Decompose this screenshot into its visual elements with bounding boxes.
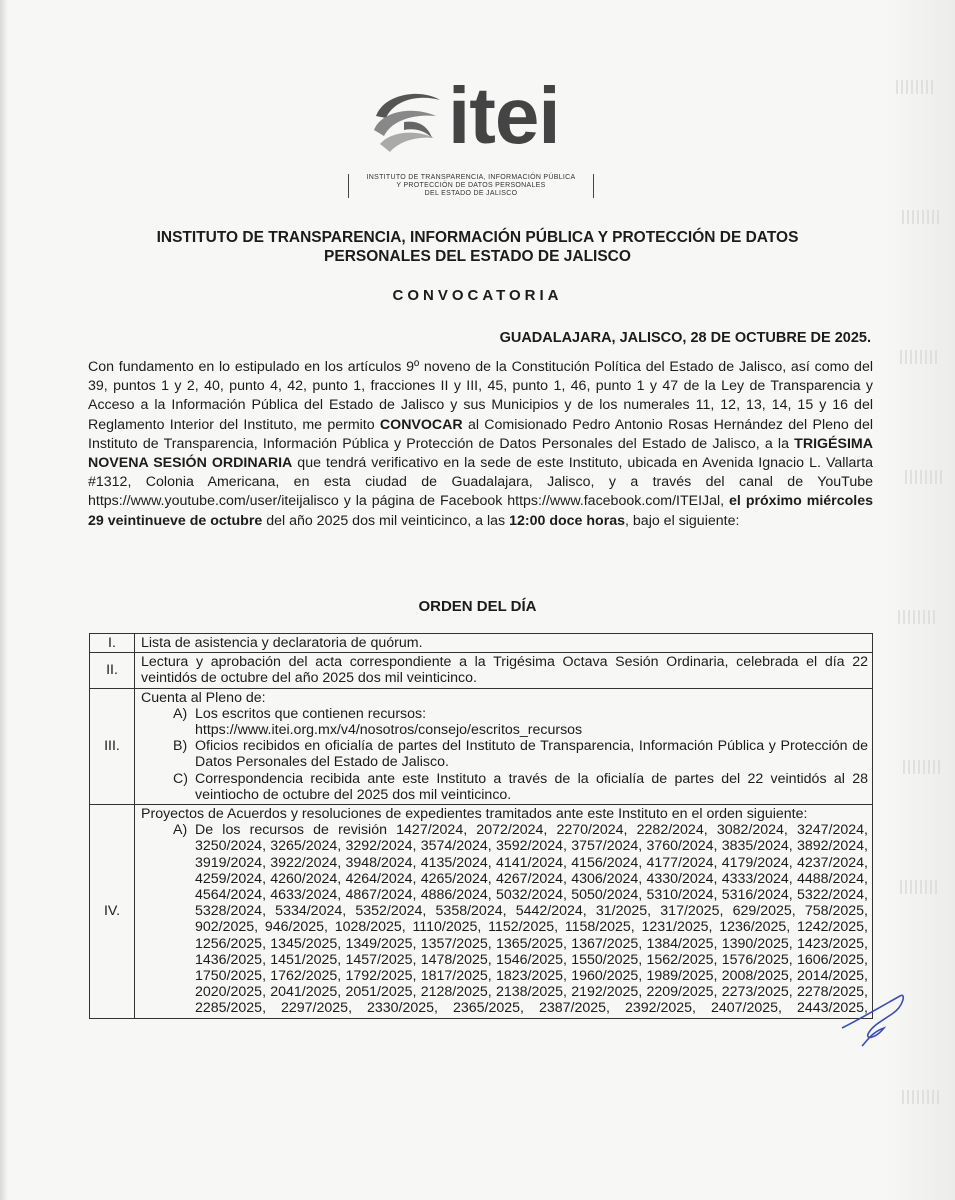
bleed-through-mark [903, 760, 941, 774]
subitem-letter: C) [173, 770, 188, 787]
agenda-number: II. [90, 653, 135, 688]
paragraph-text: Con fundamento en lo estipulado en los artículos 9º noveno de la Constitución Política del Estado de Jalisco, así como del 39, puntos 1 y 2, 40, punto 4, 42, punto 1, fracciones II y III, 45, punto 1, 46, punto 1 y 47 de la Ley de Transparencia y Acceso a la Información Pública del Estado de Jalisco y sus Municipios y de los numerales 11, 12, 13, 14, 15 y 16 del Reglamento Interior del Instituto, me permito [88, 359, 873, 433]
paragraph-text: del año 2025 dos mil veinticinco, a las [262, 512, 510, 529]
paragraph-text: , bajo el siguiente: [625, 512, 740, 529]
agenda-intro: Proyectos de Acuerdos y resoluciones de expedientes tramitados ante este Instituto en el orden siguiente: [141, 806, 808, 823]
institute-title-line: PERSONALES DEL ESTADO DE JALISCO [324, 248, 631, 265]
agenda-cell [135, 688, 873, 804]
document-date: GUADALAJARA, JALISCO, 28 DE OCTUBRE DE 2025. [499, 330, 871, 346]
session-name: TRIGÉSIMA NOVENA SESIÓN ORDINARIA [88, 435, 873, 472]
logo-subtitle-line: DEL ESTADO DE JALISCO [424, 190, 518, 197]
recursos-list: De los recursos de revisión 1427/2024, 2072/2024, 2270/2024, 2282/2024, 3082/2024, 3247/2024, 3250/2024, 3265/2024, 3292/2024, 3574/2024, 3592/2024, 3757/2024, 3760/2024, 3835/2024, 3892/2024, 3919/2024, 3922/2024, 3948/2024, 4135/2024, 4141/2024, 4156/2024, 4177/2024, 4179/2024, 4237/2024, 4259/2024, 4260/2024, 4264/2024, 4265/2024, 4267/2024, 4306/2024, 4330/2024, 4333/2024, 4488/2024, 4564/2024, 4633/2024, 4867/2024, 4886/2024, 5032/2024, 5050/2024, 5310/2024, 5316/2024, 5322/2024, 5328/2024, 5334/2024, 5352/2024, 5358/2024, 5442/2024, 31/2025, 317/2025, 629/2025, 758/2025, 902/2025, 946/2025, 1028/2025, 1110/2025, 1152/2025, 1158/2025, 1231/2025, 1236/2025, 1242/2025, 1256/2025, 1345/2025, 1349/2025, 1357/2025, 1365/2025, 1367/2025, 1384/2025, 1390/2025, 1423/2025, 1436/2025, 1451/2025, 1457/2025, 1478/2025, 1546/2025, 1550/2025, 1562/2025, 1576/2025, 1606/2025, 1750/2025, 1762/2025, 1792/2025, 1817/2025, 1823/2025, 1960/2025, 1989/2025, 2008/2025, 2014/2025, 2020/2025, 2041/2025, 2051/2025, 2128/2025, 2138/2025, 2192/2025, 2209/2025, 2273/2025, 2278/2025, 2285/2025, 2297/2025, 2330/2025, 2365/2025, 2387/2025, 2392/2025, 2407/2025, 2443/2025, [195, 822, 868, 1017]
bleed-through-mark [905, 470, 943, 484]
agenda-subitem [141, 738, 868, 770]
session-time: 12:00 doce horas [509, 512, 626, 529]
session-date: el próximo miércoles 29 veintinueve de octubre [88, 493, 873, 529]
bleed-through-mark [896, 80, 934, 94]
paragraph-text: que tendrá verificativo en la sede de este Instituto, ubicada en Avenida Ignacio L. Vallarta #1312, Colonia Americana, en esta ciudad de Guadalajara, Jalisco, y a través del canal de YouTube https://www.youtube.com/user/iteijalisco y la página de Facebook https://www.facebook.com/ITEIJal, [88, 455, 873, 510]
table-row [90, 653, 873, 688]
agenda-subitem [141, 771, 868, 803]
agenda-subitem [141, 706, 868, 722]
table-row [90, 688, 873, 804]
bleed-through-mark [900, 880, 938, 894]
subitem-letter: B) [173, 738, 188, 755]
subitem-text: Los escritos que contienen recursos: [195, 705, 427, 722]
convocation-paragraph [88, 358, 873, 531]
agenda-cell [135, 805, 873, 1019]
agenda-heading: ORDEN DEL DÍA [418, 598, 537, 615]
institute-title-line: INSTITUTO DE TRANSPARENCIA, INFORMACIÓN PÚBLICA Y PROTECCIÓN DE DATOS [156, 229, 799, 246]
subitem-text: Correspondencia recibida ante este Instituto a través de la oficialía de partes del 22 veintidós al 28 veintiocho de octubre del 2025 dos mil veinticinco. [195, 770, 868, 803]
agenda-text: Lista de asistencia y declaratoria de quórum. [135, 634, 873, 653]
agenda-number: I. [90, 634, 135, 653]
institute-title [0, 228, 955, 266]
agenda-subitem [141, 822, 868, 1016]
itei-logo [366, 71, 600, 208]
logo-subtitle-line: INSTITUTO DE TRANSPARENCIA, INFORMACIÓN PÚBLICA [366, 174, 576, 181]
subitem-text: Oficios recibidos en oficialía de partes del Instituto de Transparencia, Información Pública y Protección de Datos Personales del Estado de Jalisco. [195, 738, 868, 771]
logo-subtitle [348, 174, 594, 198]
bleed-through-mark [902, 1090, 940, 1104]
paragraph-text: al Comisionado Pedro Antonio Rosas Hernández del Pleno del Instituto de Transparencia, Información Pública y Protección de Datos Personales del Estado de Jalisco, a la [88, 416, 873, 452]
bleed-through-mark [902, 210, 940, 224]
escritos-link[interactable]: https://www.itei.org.mx/v4/nosotros/consejo/escritos_recursos [195, 722, 583, 739]
handwritten-initial-scribble-icon [832, 988, 912, 1048]
agenda-number: IV. [90, 805, 135, 1019]
subitem-letter: A) [173, 822, 188, 839]
logo-subtitle-line: Y PROTECCIÓN DE DATOS PERSONALES [396, 182, 546, 189]
paragraph-bold: CONVOCAR [379, 416, 463, 433]
agenda-intro: Cuenta al Pleno de: [141, 689, 266, 706]
agenda-text: Lectura y aprobación del acta correspondiente a la Trigésima Octava Sesión Ordinaria, celebrada el día 22 veintidós de octubre del año 2025 dos mil veinticinco. [135, 653, 873, 688]
agenda-number: III. [90, 688, 135, 804]
table-row [90, 634, 873, 653]
convocatoria-heading: CONVOCATORIA [392, 287, 563, 304]
itei-wordmark: itei [448, 71, 560, 160]
bleed-through-mark [900, 350, 938, 364]
subitem-letter: A) [173, 705, 188, 722]
itei-swirl-logo-icon [370, 86, 446, 156]
agenda-table [89, 633, 873, 1019]
table-row [90, 805, 873, 1019]
